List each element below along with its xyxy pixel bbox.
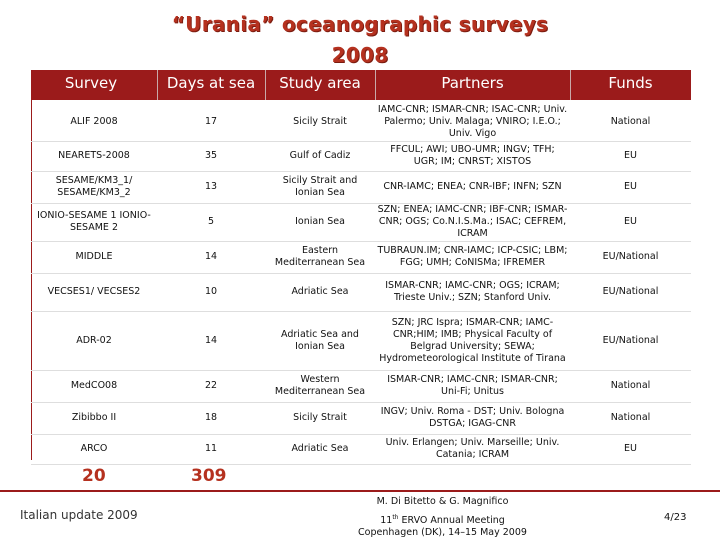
footer-authors: M. Di Bitetto & G. Magnifico <box>376 496 509 507</box>
funds-cell: National <box>610 116 651 127</box>
column-header-partners: Partners <box>441 74 504 92</box>
partners-cell: IAMC-CNR; ISMAR-CNR; ISAC-CNR; Univ. Palermo; Univ. Malaga; VNIRO; I.E.O.; Univ. Vigo <box>377 104 568 139</box>
survey-cell: ARCO <box>80 443 108 454</box>
page-number: 4/23 <box>664 512 687 523</box>
days-cell: 35 <box>204 150 218 161</box>
partners-cell: TUBRAUN.IM; CNR-IAMC; ICP-CSIC; LBM; FGG; UMH; CoNISMa; IFREMER <box>377 245 568 268</box>
days-cell: 10 <box>204 286 218 297</box>
partners-cell: SZN; ENEA; IAMC-CNR; IBF-CNR; ISMAR-CNR; OGS; Co.N.I.S.Ma.; ISAC; CEFREM, ICRAM <box>377 204 568 239</box>
partners-cell: CNR-IAMC; ENEA; CNR-IBF; INFN; SZN <box>383 181 562 192</box>
days-cell: 14 <box>204 334 218 346</box>
days-cell: 18 <box>204 412 218 423</box>
area-cell: Adriatic Sea <box>291 443 349 454</box>
funds-cell: EU <box>624 443 637 454</box>
page-title-year: 2008 <box>331 43 389 67</box>
area-cell: Sicily Strait <box>293 412 347 423</box>
survey-cell: VECSES1/ VECSES2 <box>47 286 141 297</box>
days-cell: 22 <box>204 380 218 391</box>
footer-venue: Copenhagen (DK), 14–15 May 2009 <box>358 527 527 538</box>
days-cell: 11 <box>204 443 218 454</box>
funds-cell: National <box>610 380 651 391</box>
column-header-area: Study area <box>279 74 361 92</box>
partners-cell: FFCUL; AWI; UBO-UMR; INGV; TFH; UGR; IM; CNRST; XISTOS <box>390 144 555 167</box>
footer-meeting <box>335 514 550 526</box>
partners-cell: INGV; Univ. Roma - DST; Univ. Bologna DSTGA; IGAG-CNR <box>380 406 565 429</box>
page-title: “Urania” oceanographic surveys <box>171 12 549 36</box>
funds-cell: EU/National <box>602 334 659 346</box>
column-header-days: Days at sea <box>166 74 256 92</box>
funds-cell: National <box>610 412 651 423</box>
area-cell: Gulf of Cadiz <box>289 150 351 161</box>
days-cell: 14 <box>204 251 218 262</box>
survey-cell: MIDDLE <box>75 251 113 262</box>
survey-cell: MedCO08 <box>70 380 118 391</box>
area-cell: Sicily Strait and Ionian Sea <box>282 175 358 198</box>
funds-cell: EU <box>624 216 637 227</box>
area-cell: Eastern Mediterranean Sea <box>274 245 366 268</box>
survey-cell: NEARETS-2008 <box>58 150 130 161</box>
survey-cell: Zibibbo II <box>71 412 117 423</box>
survey-cell: ADR-02 <box>76 334 112 346</box>
header-divider <box>265 70 266 100</box>
funds-cell: EU/National <box>602 251 659 262</box>
footer-meeting-name: ERVO Annual Meeting <box>398 515 505 527</box>
partners-cell: ISMAR-CNR; IAMC-CNR; ISMAR-CNR; Uni-Fi; Unitus <box>387 374 558 397</box>
area-cell: Adriatic Sea and Ionian Sea <box>281 328 359 352</box>
column-header-funds: Funds <box>608 74 653 92</box>
funds-cell: EU/National <box>602 286 659 297</box>
row-divider <box>31 464 691 465</box>
footer-divider <box>0 490 720 492</box>
header-divider <box>157 70 158 100</box>
partners-cell: SZN; JRC Ispra; ISMAR-CNR; IAMC-CNR;HIM; IMB; Physical Faculty of Belgrad University; SEWA; Hydrometeorological Institute of Tirana <box>379 316 566 364</box>
footer-meeting-ordinal: th <box>392 514 399 521</box>
days-cell: 5 <box>207 216 215 227</box>
total-surveys: 20 <box>82 466 106 486</box>
funds-cell: EU <box>624 181 637 192</box>
column-header-survey: Survey <box>64 74 118 92</box>
days-cell: 17 <box>204 116 218 127</box>
header-divider <box>375 70 376 100</box>
days-cell: 13 <box>204 181 218 192</box>
footer-meeting-number: 11 <box>380 515 393 527</box>
total-days: 309 <box>191 466 227 486</box>
area-cell: Ionian Sea <box>295 216 345 227</box>
area-cell: Western Mediterranean Sea <box>274 374 366 397</box>
partners-cell: ISMAR-CNR; IAMC-CNR; OGS; ICRAM; Trieste Univ.; SZN; Stanford Univ. <box>385 280 560 303</box>
survey-cell: ALIF 2008 <box>70 116 118 127</box>
header-divider <box>570 70 571 100</box>
survey-cell: SESAME/KM3_1/ SESAME/KM3_2 <box>55 175 133 198</box>
footer-left-label: Italian update 2009 <box>20 508 138 522</box>
survey-cell: IONIO-SESAME 1 IONIO-SESAME 2 <box>37 210 151 233</box>
area-cell: Adriatic Sea <box>291 286 349 297</box>
funds-cell: EU <box>624 150 637 161</box>
partners-cell: Univ. Erlangen; Univ. Marseille; Univ. Catania; ICRAM <box>385 437 560 460</box>
area-cell: Sicily Strait <box>293 116 347 127</box>
